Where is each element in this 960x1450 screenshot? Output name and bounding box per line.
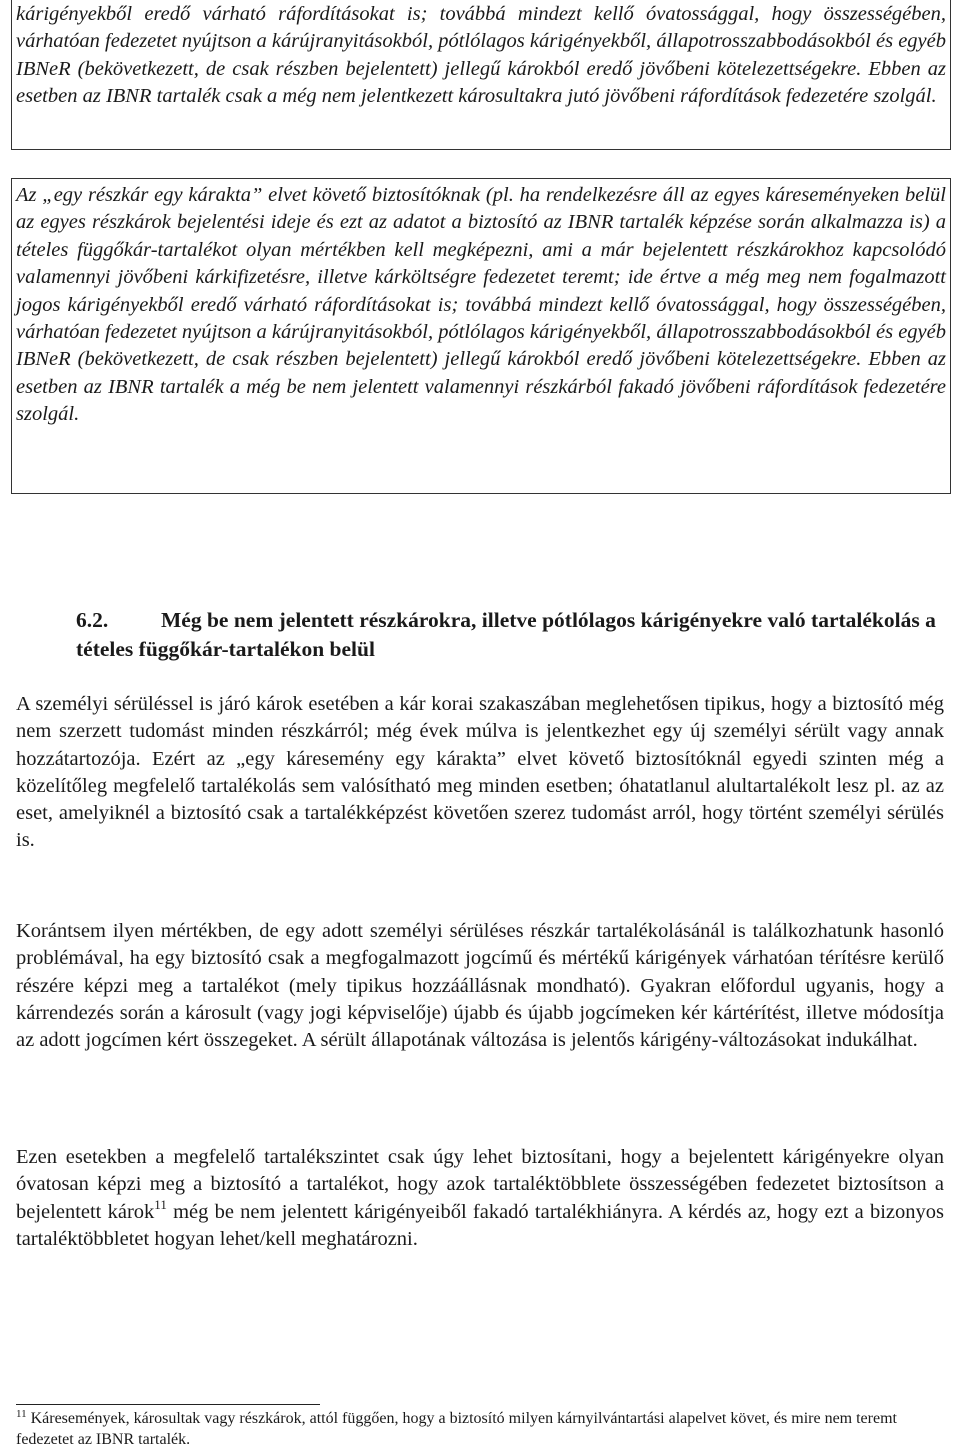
footnote-number: 11	[16, 1408, 27, 1420]
body-paragraph	[16, 1144, 944, 1253]
footnote-text: Káresemények, károsultak vagy részkárok, attól függően, hogy a biztosító milyen kárnyilvántartási alapelvet követ, és mire nem teremt fedezetet az IBNR tartalék.	[16, 1410, 897, 1448]
body-paragraph: A személyi sérüléssel is járó károk esetében a kár korai szakaszában meglehetősen tipikus, hogy a biztosító még nem szerzett tudomást minden részkárról; még évek múlva is jelentkezhet egy új személyi sérült vagy annak hozzátartozója. Ezért az „egy káresemény egy kárakta” elvet követő biztosítóknál egyedi szinten még a közelítőleg megfelelő tartalékolás sem valósítható meg minden esetben; óhatatlanul alultartalékolt lesz pl. az az eset, amelyiknél a biztosító csak a tartalékképzést követően szerez tudomást arról, hogy történt személyi sérülés is.	[16, 693, 944, 852]
boxed-paragraph-continued	[11, 0, 951, 150]
paragraph-text: Ezen esetekben a megfelelő tartalékszintet csak úgy lehet biztosítani, hogy a bejelentett kárigényekre olyan óvatosan képzi meg a biztosító a tartalékot, hogy azok tartaléktöbblete összességében fedezetet biztosítson a bejelentett károk	[16, 1146, 944, 1223]
section-number: 6.2.	[76, 608, 109, 632]
boxed-paragraph	[11, 178, 951, 494]
footnote	[16, 1408, 944, 1450]
section-heading	[76, 606, 936, 664]
boxed-paragraph-text: kárigényekből eredő várható ráfordításokat is; továbbá mindezt kellő óvatossággal, hogy összességében, várhatóan fedezetet nyújtson a kárújranyitásokból, pótlólagos kárigényekből, állapotrosszabbodásokból és egyéb IBNeR (bekövetkezett, de csak részben bejelentett) jellegű károkból eredő jövőbeni kötelezettségekre. Ebben az esetben az IBNR tartalék csak a még nem jelentkezett károsultakra jutó jövőbeni ráfordítások fedezetére szolgál.	[16, 3, 946, 108]
paragraph-text: még be nem jelentett kárigényeiből fakadó tartalékhiányra. A kérdés az, hogy ezt a bizonyos tartaléktöbbletet hogyan lehet/kell meghatározni.	[16, 1200, 944, 1250]
body-paragraph: Korántsem ilyen mértékben, de egy adott személyi sérüléses részkár tartalékolásánál is találkozhatunk hasonló problémával, ha egy biztosító csak a megfogalmazott jogcímű és mértékű kárigények várhatóan térítésre kerülő részére képzi meg a tartalékot (mely tipikus hozzáállásnak mondható). Gyakran előfordul ugyanis, hogy a kárrendezés során a károsult (vagy jogi képviselője) újabb és újabb jogcímeken kér kártérítést, illetve módosítja az adott jogcímen kért összegeket. A sérült állapotának változása is jelentős kárigény-változásokat indukálhat.	[16, 920, 944, 1052]
footnote-reference[interactable]: 11	[154, 1196, 167, 1212]
footnote-divider	[16, 1404, 320, 1405]
section-title: Még be nem jelentett részkárokra, illetve pótlólagos kárigényekre való tartalékolás a tételes függőkár-tartalékon belül	[76, 608, 936, 661]
boxed-paragraph-text: Az „egy részkár egy kárakta” elvet követő biztosítóknak (pl. ha rendelkezésre áll az egyes káreseményeken belül az egyes részkárok bejelentési ideje és ezt az adatot a biztosító az IBNR tartalék képzése során alkalmazza is) a tételes függőkár-tartalékot olyan mértékben kell megképezni, ami a már bejelentett részkárokhoz kapcsolódó valamennyi jövőbeni kárkifizetésre, illetve kárköltségre fedezetet teremt; ide értve a még meg nem fogalmazott jogos kárigényekből eredő várható ráfordításokat is; továbbá mindezt kellő óvatossággal, hogy összességében, várhatóan fedezetet nyújtson a kárújranyitásokból, pótlólagos kárigényekből, állapotrosszabbodásokból és egyéb IBNeR (bekövetkezett, de csak részben bejelentett) jellegű károkból eredő jövőbeni kötelezettségekre. Ebben az esetben az IBNR tartalék a még be nem jelentett valamennyi részkárból fakadó jövőbeni ráfordítások fedezetére szolgál.	[16, 184, 946, 426]
